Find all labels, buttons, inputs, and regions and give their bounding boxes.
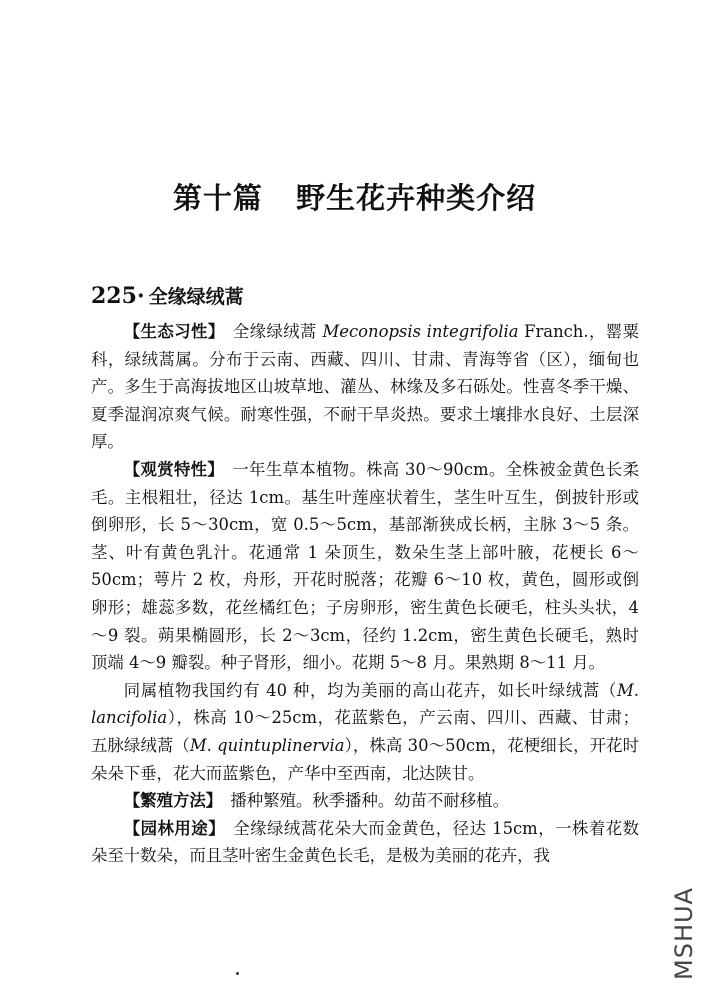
text-run: ），株高 10～25cm，花蓝紫色，产云南、四川、西藏、甘肃；五脉绿绒蒿（ (91, 708, 639, 755)
entry-separator: · (136, 283, 145, 309)
paragraph-propagation (91, 787, 639, 815)
latin-name: M. quintuplinervia (189, 735, 345, 755)
watermark: MSHUA (670, 887, 698, 980)
paragraph-ecology (91, 318, 639, 456)
text-run: 播种繁殖。秋季播种。幼苗不耐移植。 (230, 791, 509, 811)
section-label: 【观赏特性】 (123, 459, 225, 479)
paragraph-landscape-use (91, 815, 639, 870)
section-label: 【繁殖方法】 (123, 791, 223, 811)
latin-name: Meconopsis integrifolia (322, 322, 519, 341)
text-run: ），株高 30～50cm，花梗细长，开花时朵朵下垂，花大而蓝紫色，产华中至西南，北达陕甘。 (91, 735, 639, 783)
section-label: 【生态习性】 (123, 322, 225, 341)
entry-number: 225 (91, 283, 137, 309)
scan-speck (236, 972, 239, 975)
text-run: 全缘绿绒蒿花朵大而金黄色，径达 15cm，一株着花数朵至十数朵，而且茎叶密生金黄色长毛，是极为美丽的花卉，我 (91, 818, 639, 866)
entry-body (91, 318, 639, 870)
paragraph-ornamental (91, 456, 639, 677)
entry-name: 全缘绿绒蒿 (148, 286, 244, 308)
text-run: Franch.，罂粟科，绿绒蒿属。分布于云南、西藏、四川、甘肃、青海等省（区），缅甸也产。多生于高海拔地区山坡草地、灌丛、林缘及多石砾处。性喜冬季干燥、夏季湿润凉爽气候。耐寒性强，不耐干旱炎热。要求土壤排水良好、土层深厚。 (91, 322, 639, 452)
entry-heading (91, 282, 244, 309)
text-run: 一年生草本植物。株高 30～90cm。全株被金黄色长柔毛。主根粗壮，径达 1cm。基生叶莲座状着生，茎生叶互生，倒披针形或倒卵形，长 5～30cm，宽 0.5～5cm，基部渐狭成长柄，主脉 3～5 条。茎、叶有黄色乳汁。花通常 1 朵顶生，数朵生茎上部叶腋，花梗长 6～50cm；萼片 2 枚，舟形，开花时脱落；花瓣 6～10 枚，黄色，圆形或倒卵形；雄蕊多数，花丝橘红色；子房卵形，密生黄色长硬毛，柱头头状，4～9 裂。蒴果椭圆形，长 2～3cm，径约 1.2cm，密生黄色长硬毛，熟时顶端 4～9 瓣裂。种子肾形，细小。花期 5～8 月。果熟期 8～11 月。 (91, 459, 639, 673)
text-run: 同属植物我国约有 40 种，均为美丽的高山花卉，如长叶绿绒蒿（ (123, 680, 617, 700)
latin-name: M. lancifolia (91, 680, 639, 728)
page-title: 第十篇 野生花卉种类介绍 (172, 181, 537, 215)
paragraph-related-species (91, 677, 639, 787)
section-label: 【园林用途】 (123, 818, 226, 838)
text-run: 全缘绿绒蒿 (232, 322, 323, 341)
